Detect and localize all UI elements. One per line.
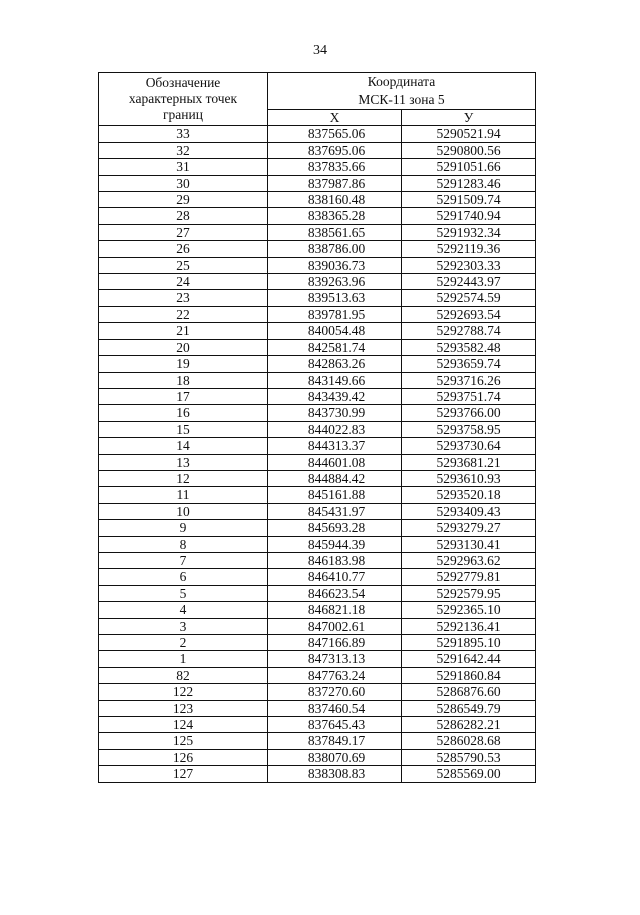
point-cell: 4 — [99, 602, 268, 618]
y-cell: 5286876.60 — [402, 684, 536, 700]
y-cell: 5292119.36 — [402, 241, 536, 257]
x-cell: 839781.95 — [268, 306, 402, 322]
x-cell: 837695.06 — [268, 142, 402, 158]
y-cell: 5291740.94 — [402, 208, 536, 224]
x-cell: 846183.98 — [268, 552, 402, 568]
page-number: 34 — [313, 43, 327, 58]
y-cell: 5293279.27 — [402, 520, 536, 536]
table-row — [99, 290, 536, 306]
point-cell: 82 — [99, 667, 268, 683]
table-row — [99, 733, 536, 749]
y-cell: 5286028.68 — [402, 733, 536, 749]
point-cell: 23 — [99, 290, 268, 306]
point-cell: 125 — [99, 733, 268, 749]
y-cell: 5292579.95 — [402, 585, 536, 601]
points-column-header — [99, 73, 268, 126]
x-cell: 838561.65 — [268, 224, 402, 240]
point-cell: 14 — [99, 438, 268, 454]
point-cell: 24 — [99, 274, 268, 290]
point-cell: 33 — [99, 126, 268, 142]
table-row — [99, 257, 536, 273]
x-cell: 837987.86 — [268, 175, 402, 191]
points-header-line: границ — [163, 107, 203, 123]
table-body — [99, 126, 536, 782]
table-row — [99, 274, 536, 290]
y-cell: 5292963.62 — [402, 552, 536, 568]
table-row — [99, 339, 536, 355]
y-cell: 5291283.46 — [402, 175, 536, 191]
table-row — [99, 536, 536, 552]
coordinates-table — [98, 72, 536, 783]
y-cell: 5285569.00 — [402, 766, 536, 782]
y-cell: 5293766.00 — [402, 405, 536, 421]
table-row — [99, 520, 536, 536]
x-cell: 839513.63 — [268, 290, 402, 306]
y-cell: 5290800.56 — [402, 142, 536, 158]
x-cell: 837460.54 — [268, 700, 402, 716]
y-cell: 5292136.41 — [402, 618, 536, 634]
point-cell: 122 — [99, 684, 268, 700]
x-cell: 838365.28 — [268, 208, 402, 224]
x-cell: 837270.60 — [268, 684, 402, 700]
table-row — [99, 651, 536, 667]
y-cell: 5293582.48 — [402, 339, 536, 355]
table-row — [99, 438, 536, 454]
y-cell: 5291642.44 — [402, 651, 536, 667]
point-cell: 12 — [99, 470, 268, 486]
table-row — [99, 126, 536, 142]
point-cell: 21 — [99, 323, 268, 339]
x-cell: 838160.48 — [268, 192, 402, 208]
y-cell: 5293659.74 — [402, 356, 536, 372]
y-cell: 5293681.21 — [402, 454, 536, 470]
point-cell: 127 — [99, 766, 268, 782]
y-cell: 5293130.41 — [402, 536, 536, 552]
table-row — [99, 175, 536, 191]
point-cell: 2 — [99, 635, 268, 651]
point-cell: 18 — [99, 372, 268, 388]
points-header-line: Обозначение — [145, 75, 221, 91]
x-cell: 840054.48 — [268, 323, 402, 339]
x-cell: 846623.54 — [268, 585, 402, 601]
point-cell: 5 — [99, 585, 268, 601]
point-cell: 123 — [99, 700, 268, 716]
points-header-line: характерных точек — [128, 91, 238, 107]
table-row — [99, 766, 536, 782]
point-cell: 16 — [99, 405, 268, 421]
point-cell: 22 — [99, 306, 268, 322]
table-row — [99, 388, 536, 404]
y-cell: 5293520.18 — [402, 487, 536, 503]
point-cell: 25 — [99, 257, 268, 273]
x-cell: 839036.73 — [268, 257, 402, 273]
table-row — [99, 635, 536, 651]
point-cell: 9 — [99, 520, 268, 536]
y-cell: 5292779.81 — [402, 569, 536, 585]
y-column-header: У — [402, 110, 536, 126]
point-cell: 8 — [99, 536, 268, 552]
y-cell: 5293730.64 — [402, 438, 536, 454]
table-row — [99, 241, 536, 257]
table-row — [99, 192, 536, 208]
coordinate-header-line: Координата — [367, 74, 436, 89]
table-row — [99, 421, 536, 437]
x-cell: 845161.88 — [268, 487, 402, 503]
point-cell: 124 — [99, 717, 268, 733]
x-cell: 838308.83 — [268, 766, 402, 782]
point-cell: 15 — [99, 421, 268, 437]
point-cell: 126 — [99, 749, 268, 765]
x-cell: 847166.89 — [268, 635, 402, 651]
table-row — [99, 159, 536, 175]
table-row — [99, 470, 536, 486]
table-row — [99, 569, 536, 585]
y-cell: 5285790.53 — [402, 749, 536, 765]
y-cell: 5292788.74 — [402, 323, 536, 339]
point-cell: 7 — [99, 552, 268, 568]
point-cell: 3 — [99, 618, 268, 634]
coordinate-group-header — [268, 73, 536, 110]
table-row — [99, 356, 536, 372]
point-cell: 13 — [99, 454, 268, 470]
y-cell: 5286549.79 — [402, 700, 536, 716]
point-cell: 26 — [99, 241, 268, 257]
x-cell: 844313.37 — [268, 438, 402, 454]
point-cell: 27 — [99, 224, 268, 240]
x-cell: 845944.39 — [268, 536, 402, 552]
y-cell: 5293409.43 — [402, 503, 536, 519]
table-row — [99, 224, 536, 240]
table-row — [99, 454, 536, 470]
table-row — [99, 717, 536, 733]
x-cell: 839263.96 — [268, 274, 402, 290]
x-cell: 845693.28 — [268, 520, 402, 536]
x-cell: 847002.61 — [268, 618, 402, 634]
table-row — [99, 618, 536, 634]
y-cell: 5291051.66 — [402, 159, 536, 175]
y-cell: 5293751.74 — [402, 388, 536, 404]
y-cell: 5292365.10 — [402, 602, 536, 618]
table-row — [99, 208, 536, 224]
table-row — [99, 602, 536, 618]
x-cell: 842863.26 — [268, 356, 402, 372]
point-cell: 28 — [99, 208, 268, 224]
x-cell: 844884.42 — [268, 470, 402, 486]
point-cell: 20 — [99, 339, 268, 355]
table-row — [99, 487, 536, 503]
y-cell: 5292303.33 — [402, 257, 536, 273]
table-row — [99, 405, 536, 421]
table-row — [99, 323, 536, 339]
x-cell: 837645.43 — [268, 717, 402, 733]
point-cell: 17 — [99, 388, 268, 404]
table-row — [99, 585, 536, 601]
point-cell: 31 — [99, 159, 268, 175]
x-cell: 838070.69 — [268, 749, 402, 765]
x-cell: 837849.17 — [268, 733, 402, 749]
y-cell: 5293716.26 — [402, 372, 536, 388]
y-cell: 5293758.95 — [402, 421, 536, 437]
x-cell: 844601.08 — [268, 454, 402, 470]
table-row — [99, 306, 536, 322]
y-cell: 5292693.54 — [402, 306, 536, 322]
point-cell: 32 — [99, 142, 268, 158]
table-row — [99, 684, 536, 700]
x-cell: 843730.99 — [268, 405, 402, 421]
y-cell: 5286282.21 — [402, 717, 536, 733]
table-row — [99, 667, 536, 683]
x-cell: 838786.00 — [268, 241, 402, 257]
point-cell: 29 — [99, 192, 268, 208]
header-row — [99, 73, 536, 110]
x-column-header: X — [268, 110, 402, 126]
y-cell: 5291895.10 — [402, 635, 536, 651]
x-cell: 845431.97 — [268, 503, 402, 519]
x-cell: 846821.18 — [268, 602, 402, 618]
y-cell: 5290521.94 — [402, 126, 536, 142]
y-cell: 5291509.74 — [402, 192, 536, 208]
point-cell: 1 — [99, 651, 268, 667]
x-cell: 842581.74 — [268, 339, 402, 355]
table-row — [99, 749, 536, 765]
point-cell: 19 — [99, 356, 268, 372]
table-row — [99, 142, 536, 158]
x-cell: 847763.24 — [268, 667, 402, 683]
table-row — [99, 372, 536, 388]
y-cell: 5292574.59 — [402, 290, 536, 306]
point-cell: 30 — [99, 175, 268, 191]
x-cell: 844022.83 — [268, 421, 402, 437]
x-cell: 843149.66 — [268, 372, 402, 388]
table-row — [99, 552, 536, 568]
table-row — [99, 700, 536, 716]
x-cell: 847313.13 — [268, 651, 402, 667]
y-cell: 5291932.34 — [402, 224, 536, 240]
y-cell: 5291860.84 — [402, 667, 536, 683]
x-cell: 837565.06 — [268, 126, 402, 142]
point-cell: 11 — [99, 487, 268, 503]
x-cell: 846410.77 — [268, 569, 402, 585]
point-cell: 10 — [99, 503, 268, 519]
y-cell: 5293610.93 — [402, 470, 536, 486]
x-cell: 837835.66 — [268, 159, 402, 175]
y-cell: 5292443.97 — [402, 274, 536, 290]
x-cell: 843439.42 — [268, 388, 402, 404]
coordinate-system-label: МСК-11 зона 5 — [358, 92, 445, 107]
point-cell: 6 — [99, 569, 268, 585]
table-row — [99, 503, 536, 519]
